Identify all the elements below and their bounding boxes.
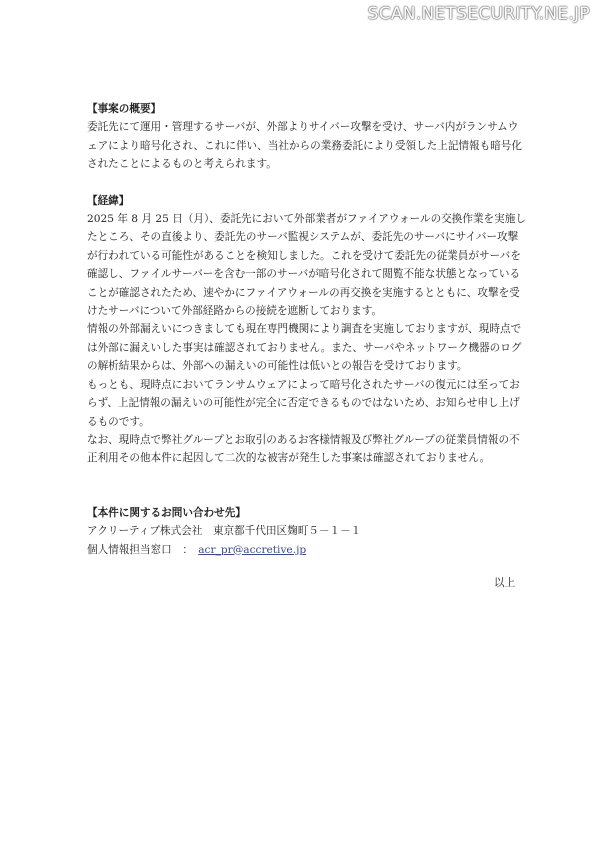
overview-text: 委託先にて運用・管理するサーバが、外部よりサイバー攻撃を受け、サーバ内がランサムウェアにより暗号化され、これに伴い、当社からの業務委託により受領した上記情報も暗号化されたことによるものと考えられます。 — [87, 121, 522, 171]
background-heading: 【経緯】 — [87, 194, 130, 207]
overview-heading: 【事案の概要】 — [87, 103, 162, 115]
contact-desk — [87, 541, 527, 559]
contact-email-link[interactable]: acr_pr@accretive.jp — [198, 543, 307, 556]
contact-company: アクリーティブ株式会社 東京都千代田区麹町５－１－１ — [87, 525, 362, 538]
background-paragraph-3: もっとも、現時点においてランサムウェアによって暗号化されたサーバの復元には至っておらず、上記情報の漏えいの可能性が完全に否定できるものではないため、お知らせ申し上げるものです。 — [87, 378, 520, 428]
closing-text: 以上 — [494, 577, 516, 589]
site-watermark: SCAN.NETSECURITY.NE.JP — [367, 4, 590, 24]
background-paragraph-1: 2025 年 8 月 25 日（月）、委託先において外部業者がファイアウォールの交換作業を実施したところ、その直後より、委託先のサーバ監視システムが、委託先のサーバにサイバー攻撃が行われている可能性があることを検知しました。これを受けて委託先の従業員がサーバを確認し、ファイルサーバーを含む一部のサーバが暗号化されて閲覧不能な状態となっていることが確認されたため、速やかにファイアウォールの再交換を実施するとともに、攻撃を受けたサーバについて外部経路からの接続を遮断しております。 — [87, 213, 526, 318]
contact-desk-label: 個人情報担当窓口 ： — [87, 543, 199, 556]
document-body — [87, 100, 527, 559]
background-paragraph-4: なお、現時点で弊社グループとお取引のあるお客様情報及び弊社グループの従業員情報の不正利用その他本件に起因して二次的な被害が発生した事案は確認されておりません。 — [87, 433, 520, 465]
background-paragraph-2: 情報の外部漏えいにつきましても現在専門機関により調査を実施しておりますが、現時点では外部に漏えいした事実は確認されておりません。また、サーバやネットワーク機器のログの解析結果からは、外部への漏えいの可能性は低いとの報告を受けております。 — [87, 323, 522, 373]
contact-heading: 【本件に関するお問い合わせ先】 — [87, 506, 246, 519]
